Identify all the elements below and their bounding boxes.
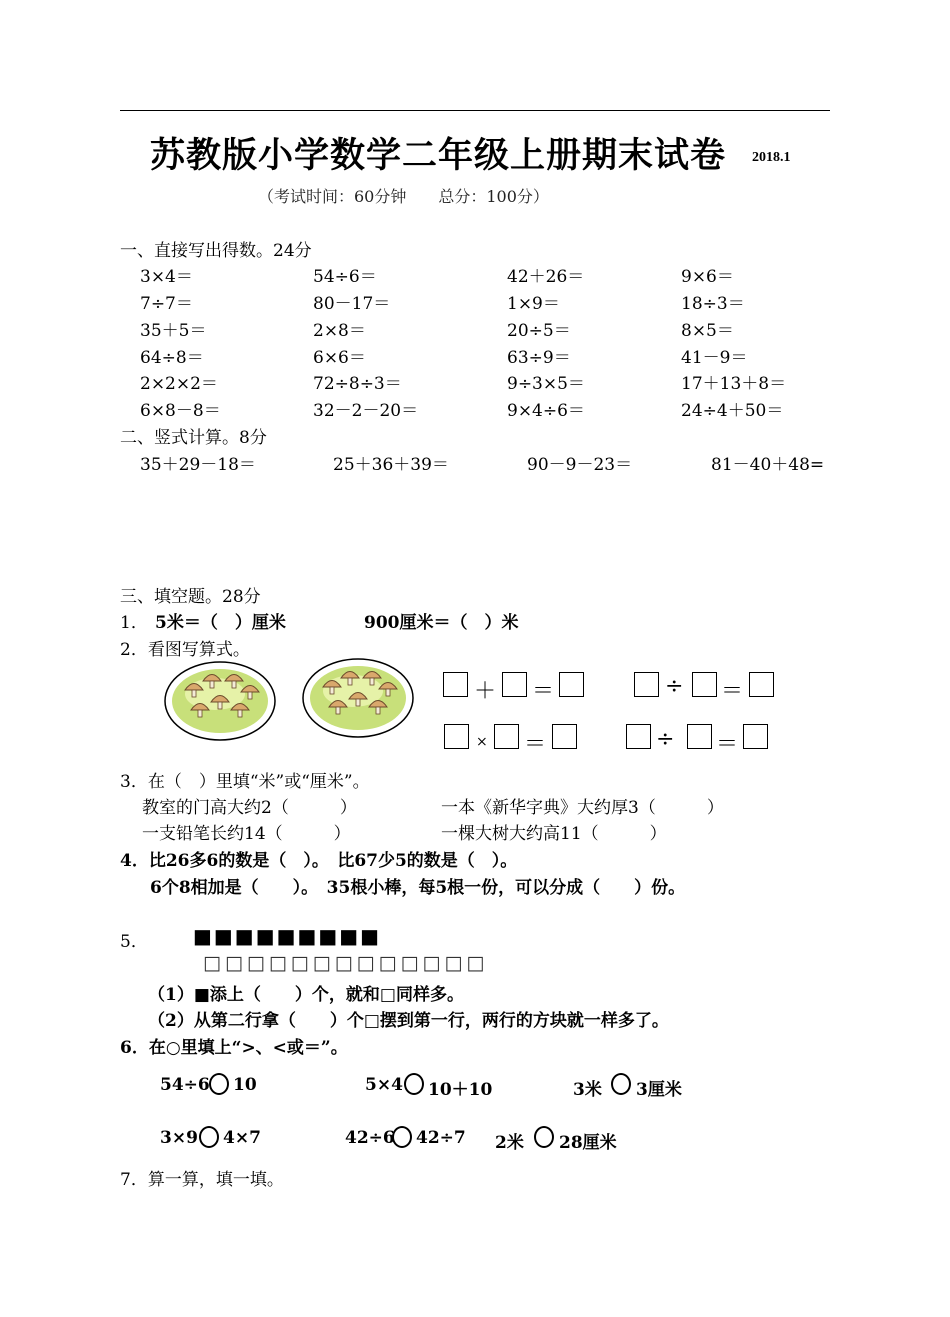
compare-right: 4×7 (223, 1128, 261, 1148)
problem: 64÷8＝ (140, 348, 204, 368)
section1-heading: 一、直接写出得数。24分 (120, 241, 312, 261)
compare-left: 3米 (573, 1080, 602, 1100)
problem: 3×4＝ (140, 267, 193, 287)
filled-squares-row: ■■■■■■■■■ (193, 924, 382, 948)
problem: 17＋13＋8＝ (681, 374, 787, 394)
problem: 35＋5＝ (140, 321, 207, 341)
problem: 54÷6＝ (313, 267, 377, 287)
q5-sub2: （2）从第二行拿（ ）个□摆到第一行，两行的方块就一样多了。 (148, 1011, 669, 1031)
operator-sign: ＝ (716, 732, 739, 757)
q1-number: 1． (120, 613, 148, 633)
operator-sign: ＝ (721, 679, 744, 704)
operator-sign: × (476, 734, 488, 750)
problem: 42＋26＝ (507, 267, 585, 287)
problem: 41－9＝ (681, 348, 748, 368)
problem: 9×6＝ (681, 267, 734, 287)
operator-sign: ÷ (656, 727, 675, 752)
problem: 2×2×2＝ (140, 374, 218, 394)
compare-left: 42÷6 (345, 1128, 395, 1148)
q6-text: 6．在○里填上“>、<或＝”。 (120, 1038, 348, 1058)
q4-line1: 4．比26多6的数是（ ）。 比67少5的数是（ ）。 (120, 851, 518, 871)
problem: 24÷4＋50＝ (681, 401, 784, 421)
q5-number: 5． (120, 932, 148, 952)
problem: 72÷8÷3＝ (313, 374, 402, 394)
compare-right: 42÷7 (416, 1128, 466, 1148)
q3-item: 一棵大树大约高11（ ） (441, 824, 667, 844)
operator-sign: ÷ (665, 674, 684, 699)
q1-part-a: 5米＝（ ）厘米 (155, 613, 286, 633)
problem: 9×4÷6＝ (507, 401, 585, 421)
answer-box[interactable] (552, 724, 577, 749)
answer-box[interactable] (749, 672, 774, 697)
compare-circle[interactable] (199, 1126, 219, 1148)
q7-text: 7．算一算，填一填。 (120, 1170, 284, 1190)
compare-circle[interactable] (209, 1073, 229, 1095)
mushroom-plate-left (163, 660, 277, 742)
problem: 6×8－8＝ (140, 401, 221, 421)
compare-right: 28厘米 (559, 1133, 617, 1153)
q3-text: 3．在（ ）里填“米”或“厘米”。 (120, 772, 370, 792)
problem: 32－2－20＝ (313, 401, 419, 421)
answer-box[interactable] (444, 724, 469, 749)
answer-box[interactable] (634, 672, 659, 697)
problem: 18÷3＝ (681, 294, 745, 314)
answer-box[interactable] (687, 724, 712, 749)
problem: 63÷9＝ (507, 348, 571, 368)
problem: 9÷3×5＝ (507, 374, 585, 394)
problem: 80－17＝ (313, 294, 391, 314)
problem: 20÷5＝ (507, 321, 571, 341)
answer-box[interactable] (494, 724, 519, 749)
vertical-calc-item: 90－9－23＝ (527, 455, 633, 475)
operator-sign: ＝ (524, 732, 547, 757)
compare-left: 54÷6 (160, 1075, 210, 1095)
problem: 6×6＝ (313, 348, 366, 368)
q3-item: 一本《新华字典》大约厚3（ ） (441, 798, 724, 818)
answer-box[interactable] (743, 724, 768, 749)
q4-line2: 6个8相加是（ ）。 35根小棒，每5根一份，可以分成（ ）份。 (150, 878, 686, 898)
q2-text: 2．看图写算式。 (120, 640, 250, 660)
q1-part-b: 900厘米＝（ ）米 (364, 613, 519, 633)
exam-info: （考试时间：60分钟 总分：100分） (258, 187, 549, 206)
compare-circle[interactable] (534, 1126, 554, 1148)
vertical-calc-item: 25＋36＋39＝ (333, 455, 449, 475)
operator-sign: ＝ (532, 679, 555, 704)
compare-left: 5×4 (365, 1075, 403, 1095)
top-rule (120, 110, 830, 111)
problem: 2×8＝ (313, 321, 366, 341)
mushroom-plate-right (301, 657, 415, 739)
compare-right: 10 (233, 1075, 257, 1095)
compare-left: 3×9 (160, 1128, 198, 1148)
compare-circle[interactable] (611, 1073, 631, 1095)
compare-right: 3厘米 (636, 1080, 682, 1100)
problem: 8×5＝ (681, 321, 734, 341)
operator-sign: ＋ (474, 679, 497, 704)
answer-box[interactable] (559, 672, 584, 697)
empty-squares-row: □□□□□□□□□□□□□ (203, 952, 489, 974)
compare-circle[interactable] (404, 1073, 424, 1095)
page-title: 苏教版小学数学二年级上册期末试卷 (150, 135, 727, 176)
q5-sub1: （1）■添上（ ）个，就和□同样多。 (148, 985, 464, 1005)
answer-box[interactable] (502, 672, 527, 697)
q3-item: 教室的门高大约2（ ） (142, 798, 357, 818)
q3-item: 一支铅笔长约14（ ） (142, 824, 351, 844)
compare-right: 10＋10 (428, 1080, 493, 1100)
answer-box[interactable] (626, 724, 651, 749)
answer-box[interactable] (692, 672, 717, 697)
problem: 7÷7＝ (140, 294, 193, 314)
problem: 1×9＝ (507, 294, 560, 314)
compare-left: 2米 (495, 1133, 524, 1153)
section2-heading: 二、竖式计算。8分 (120, 428, 267, 448)
compare-circle[interactable] (392, 1126, 412, 1148)
section3-heading: 三、填空题。28分 (120, 587, 261, 607)
answer-box[interactable] (443, 672, 468, 697)
title-date: 2018.1 (752, 150, 791, 165)
vertical-calc-item: 35＋29－18＝ (140, 455, 256, 475)
vertical-calc-item: 81－40＋48= (711, 455, 825, 475)
